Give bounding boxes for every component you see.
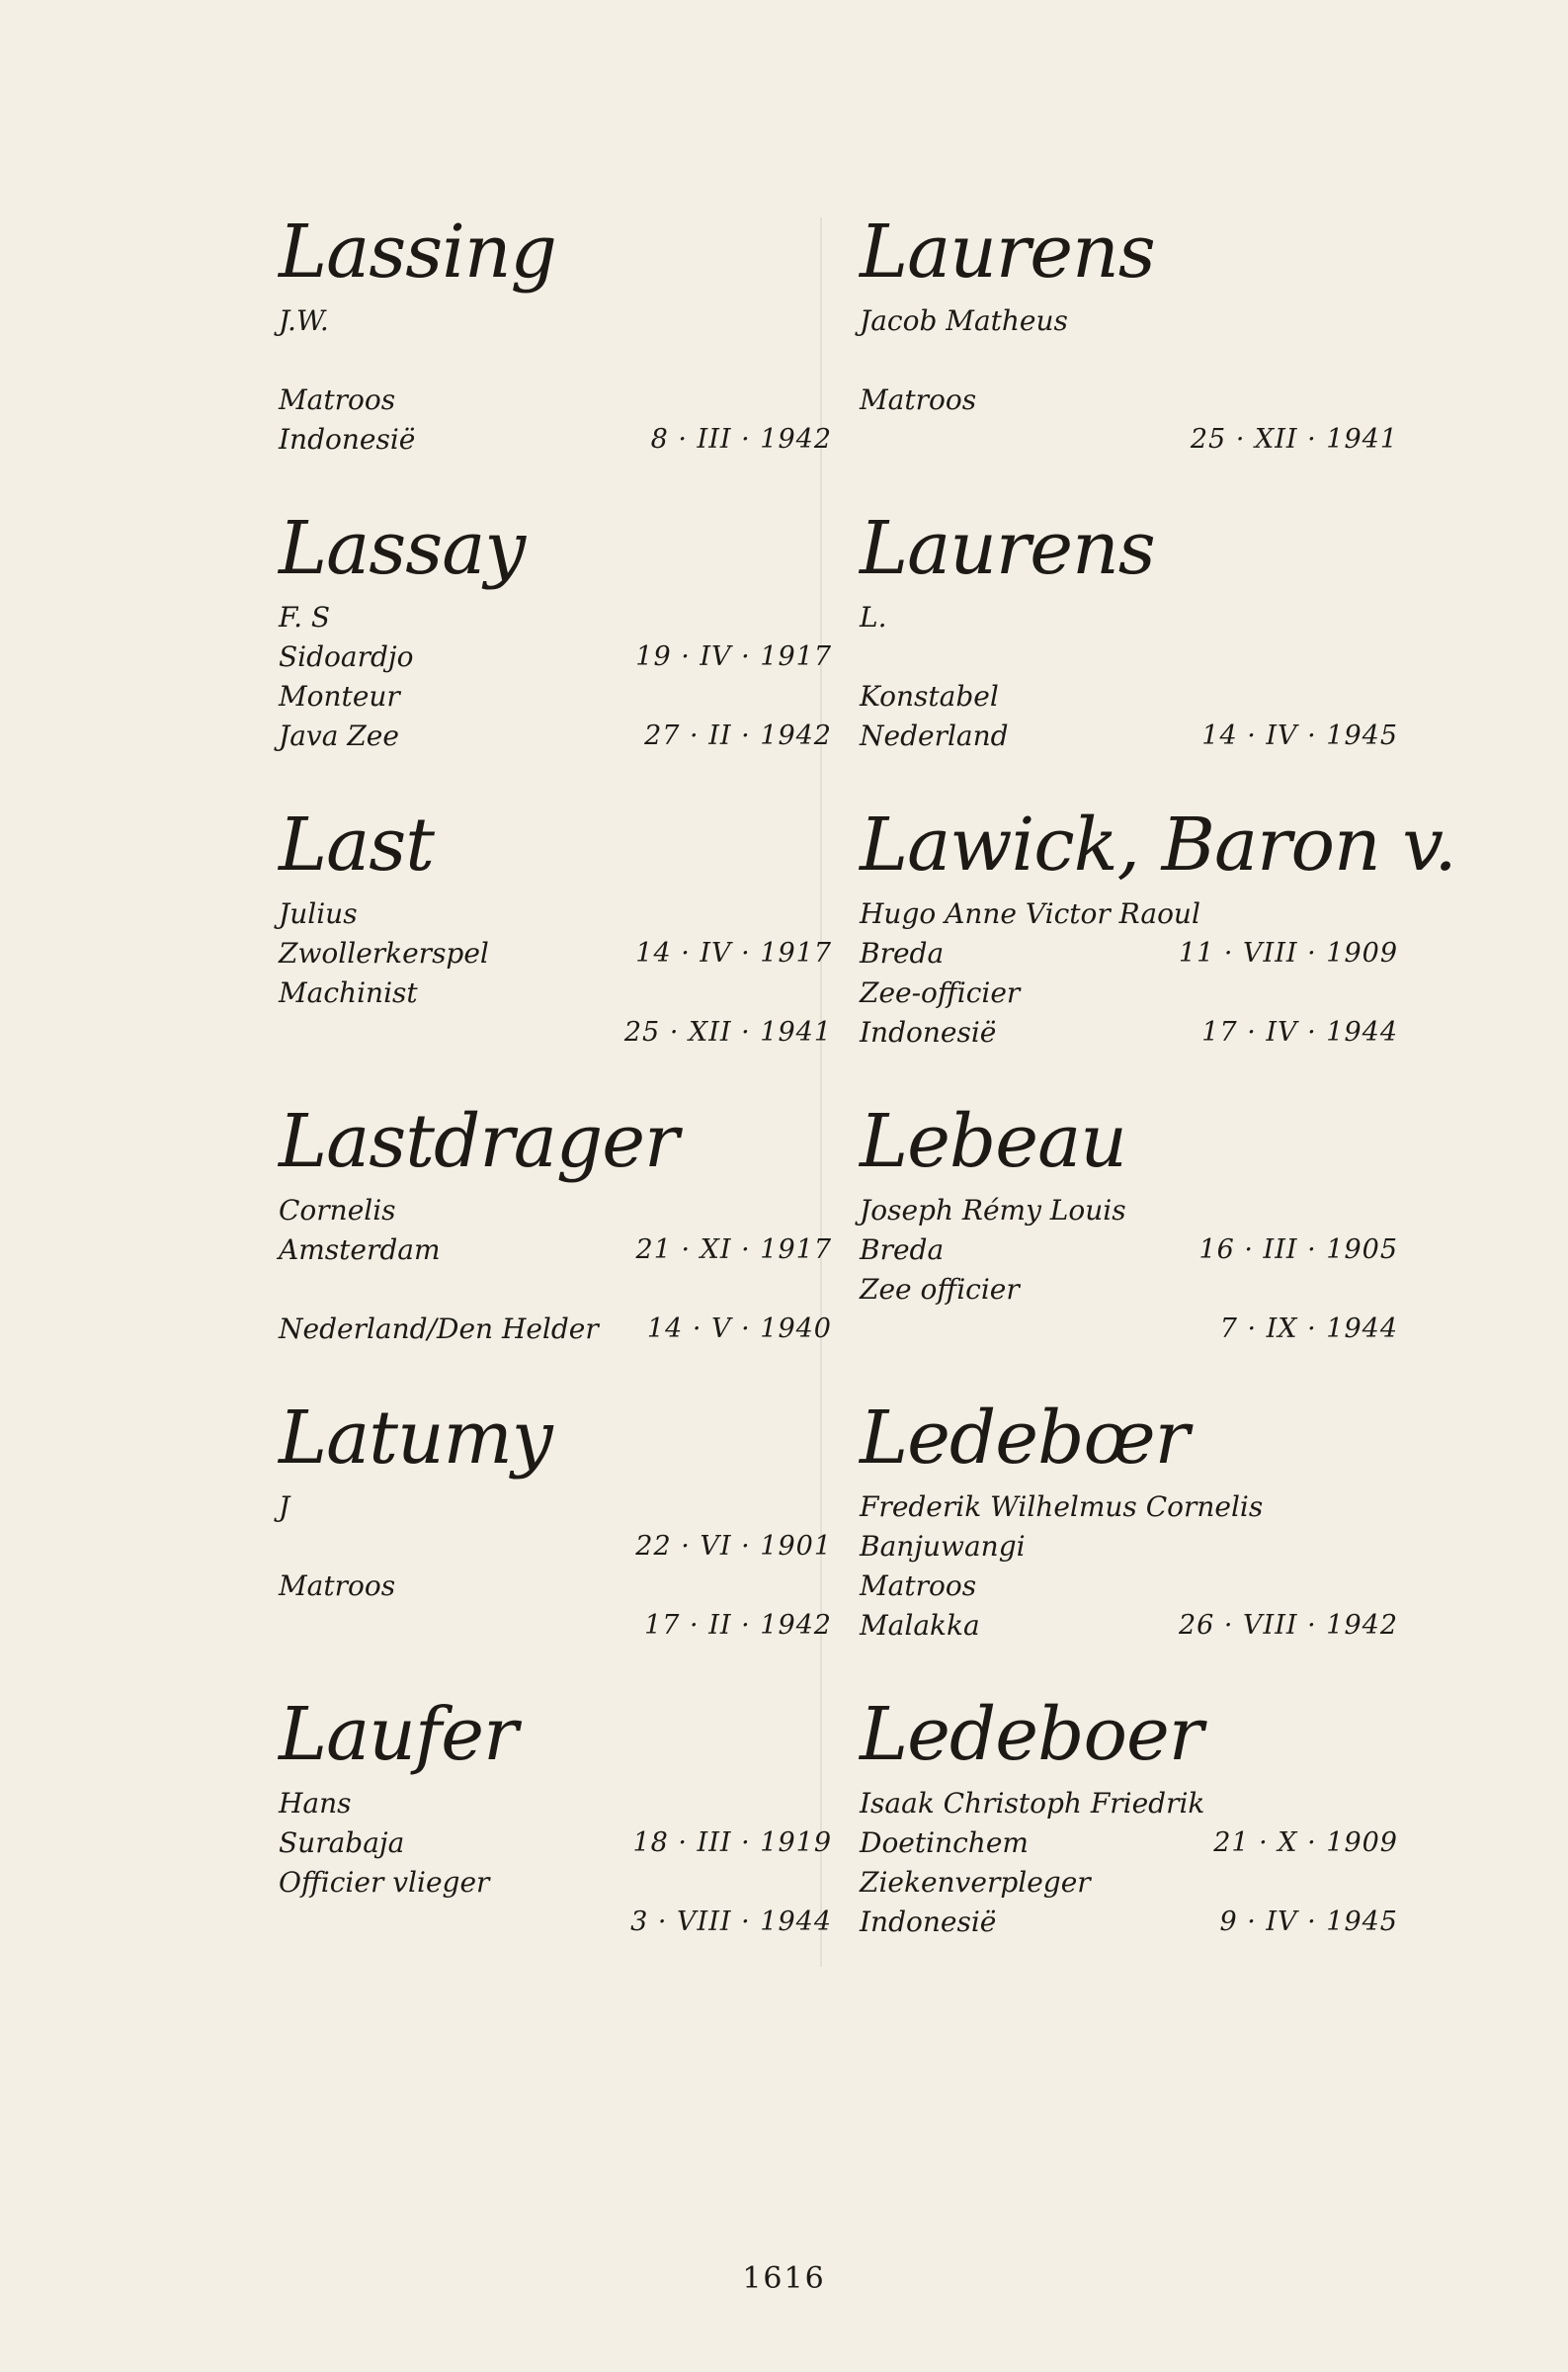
entry-date: 7 · IX · 1944: [1219, 1313, 1398, 1344]
entry-line: [860, 598, 1398, 637]
entry-line: [279, 1784, 832, 1823]
entry-date: 22 · VI · 1901: [635, 1531, 832, 1562]
entry-line: [860, 420, 1398, 460]
entry-line: [860, 1823, 1398, 1863]
surname: Ledebœr: [860, 1396, 1190, 1481]
entry-text: Zee-officier: [860, 976, 1021, 1009]
entry-date: 11 · VIII · 1909: [1178, 938, 1398, 969]
entry-line: [860, 894, 1398, 934]
entry-text: Amsterdam: [279, 1233, 441, 1266]
entry-line: [860, 301, 1398, 341]
entry-line: [279, 1013, 832, 1053]
entry-text: Joseph Rémy Louis: [860, 1194, 1126, 1227]
entry-line: [279, 301, 832, 341]
name-entry: [279, 1680, 832, 1977]
entry-text: Matroos: [860, 1569, 977, 1602]
entry-text: Machinist: [279, 976, 418, 1009]
entry-line: [279, 1863, 832, 1903]
entry-date: 17 · IV · 1944: [1201, 1017, 1398, 1048]
entry-text: Matroos: [279, 383, 396, 416]
entry-date: 8 · III · 1942: [650, 424, 832, 455]
entry-line: [860, 717, 1398, 756]
entry-line: [860, 1527, 1398, 1567]
entry-line: [860, 637, 1398, 677]
surname: Last: [279, 803, 434, 888]
entry-text: Hans: [279, 1787, 352, 1820]
surname: Ledeboer: [860, 1692, 1203, 1777]
entry-line: [279, 677, 832, 717]
entry-date: 25 · XII · 1941: [1190, 424, 1398, 455]
entry-line: [860, 1863, 1398, 1903]
entry-text: J.W.: [279, 304, 329, 337]
entry-text: Banjuwangi: [860, 1530, 1026, 1563]
entry-line: [279, 974, 832, 1013]
entry-date: 16 · III · 1905: [1198, 1234, 1398, 1265]
entry-text: Officier vlieger: [279, 1866, 490, 1899]
entry-text: Sidoardjo: [279, 640, 414, 673]
entry-line: [860, 1487, 1398, 1527]
entry-line: [860, 934, 1398, 974]
entry-line: [279, 420, 832, 460]
entry-text: Surabaja: [279, 1826, 405, 1859]
entry-text: Doetinchem: [860, 1826, 1029, 1859]
entry-text: Hugo Anne Victor Raoul: [860, 897, 1200, 930]
entry-line: [860, 1310, 1398, 1349]
entry-text: F. S: [279, 601, 331, 634]
surname: Laufer: [279, 1692, 518, 1777]
entry-line: [279, 1567, 832, 1606]
entry-line: [279, 1903, 832, 1942]
entry-text: Java Zee: [279, 720, 399, 752]
name-entry: [279, 494, 832, 791]
entry-date: 14 · IV · 1945: [1201, 720, 1398, 751]
entry-line: [860, 341, 1398, 381]
entry-date: 9 · IV · 1945: [1219, 1906, 1398, 1937]
surname: Laurens: [860, 506, 1155, 591]
entry-date: 14 · IV · 1917: [635, 938, 832, 969]
name-entry: [279, 1087, 832, 1384]
entry-line: [860, 974, 1398, 1013]
entry-text: Monteur: [279, 680, 400, 713]
name-entry: [860, 494, 1398, 791]
entry-line: [860, 381, 1398, 420]
entry-date: 19 · IV · 1917: [635, 641, 832, 672]
entry-line: [279, 637, 832, 677]
page-number: 1616: [742, 2261, 826, 2296]
entry-line: [860, 677, 1398, 717]
entry-text: Frederik Wilhelmus Cornelis: [860, 1490, 1264, 1523]
entry-line: [279, 341, 832, 381]
entry-text: Julius: [279, 897, 358, 930]
entry-text: Nederland/Den Helder: [279, 1313, 599, 1345]
entry-line: [279, 1527, 832, 1567]
entry-date: 21 · XI · 1917: [635, 1234, 832, 1265]
entry-text: Isaak Christoph Friedrik: [860, 1787, 1205, 1820]
name-entry: [279, 791, 832, 1087]
entry-line: [279, 1191, 832, 1230]
entry-text: Ziekenverpleger: [860, 1866, 1091, 1899]
entry-date: 17 · II · 1942: [644, 1610, 832, 1641]
entry-line: [279, 934, 832, 974]
entry-text: Jacob Matheus: [860, 304, 1068, 337]
entry-line: [860, 1191, 1398, 1230]
entry-text: Indonesië: [860, 1906, 997, 1938]
name-entry: [860, 791, 1456, 1087]
entry-date: 21 · X · 1909: [1213, 1827, 1398, 1858]
entry-text: Malakka: [860, 1609, 980, 1642]
surname: Lebeau: [860, 1099, 1126, 1184]
entry-text: Konstabel: [860, 680, 999, 713]
left-column: [279, 198, 832, 1977]
right-column: [860, 198, 1456, 1977]
entry-date: 14 · V · 1940: [646, 1313, 832, 1344]
surname: Lastdrager: [279, 1099, 679, 1184]
entry-text: Breda: [860, 1233, 945, 1266]
surname: Laurens: [860, 210, 1155, 295]
entry-date: 18 · III · 1919: [632, 1827, 832, 1858]
entry-line: [279, 1487, 832, 1527]
entry-text: Zee officier: [860, 1273, 1020, 1306]
entry-line: [860, 1903, 1398, 1942]
entry-date: 3 · VIII · 1944: [630, 1906, 832, 1937]
entry-line: [860, 1606, 1398, 1646]
entry-line: [279, 598, 832, 637]
surname: Lawick, Baron v.: [860, 803, 1456, 888]
entry-text: Matroos: [860, 383, 977, 416]
entry-line: [279, 1270, 832, 1310]
name-entry: [860, 1087, 1398, 1384]
surname: Lassing: [279, 210, 556, 295]
entry-text: L.: [860, 601, 887, 634]
entry-line: [279, 381, 832, 420]
entry-line: [279, 717, 832, 756]
surname: Lassay: [279, 506, 526, 591]
entry-text: Indonesië: [860, 1016, 997, 1049]
entry-text: Cornelis: [279, 1194, 396, 1227]
entry-text: Zwollerkerspel: [279, 937, 489, 970]
entry-text: Indonesië: [279, 423, 416, 456]
entry-date: 27 · II · 1942: [644, 720, 832, 751]
entry-line: [279, 894, 832, 934]
entry-line: [279, 1606, 832, 1646]
entry-line: [860, 1270, 1398, 1310]
entry-text: Breda: [860, 937, 945, 970]
name-entry: [860, 1680, 1398, 1977]
entry-line: [860, 1567, 1398, 1606]
surname: Latumy: [279, 1396, 552, 1481]
name-entry: [860, 1384, 1398, 1680]
entry-text: J: [279, 1490, 290, 1523]
entry-text: Nederland: [860, 720, 1009, 752]
entry-line: [860, 1230, 1398, 1270]
entry-line: [279, 1310, 832, 1349]
entry-text: Matroos: [279, 1569, 396, 1602]
entry-line: [860, 1013, 1398, 1053]
entry-line: [279, 1230, 832, 1270]
name-entry: [860, 198, 1398, 494]
name-entry: [279, 198, 832, 494]
entry-line: [860, 1784, 1398, 1823]
entry-date: 25 · XII · 1941: [623, 1017, 832, 1048]
entry-line: [279, 1823, 832, 1863]
entry-date: 26 · VIII · 1942: [1178, 1610, 1398, 1641]
name-entry: [279, 1384, 832, 1680]
